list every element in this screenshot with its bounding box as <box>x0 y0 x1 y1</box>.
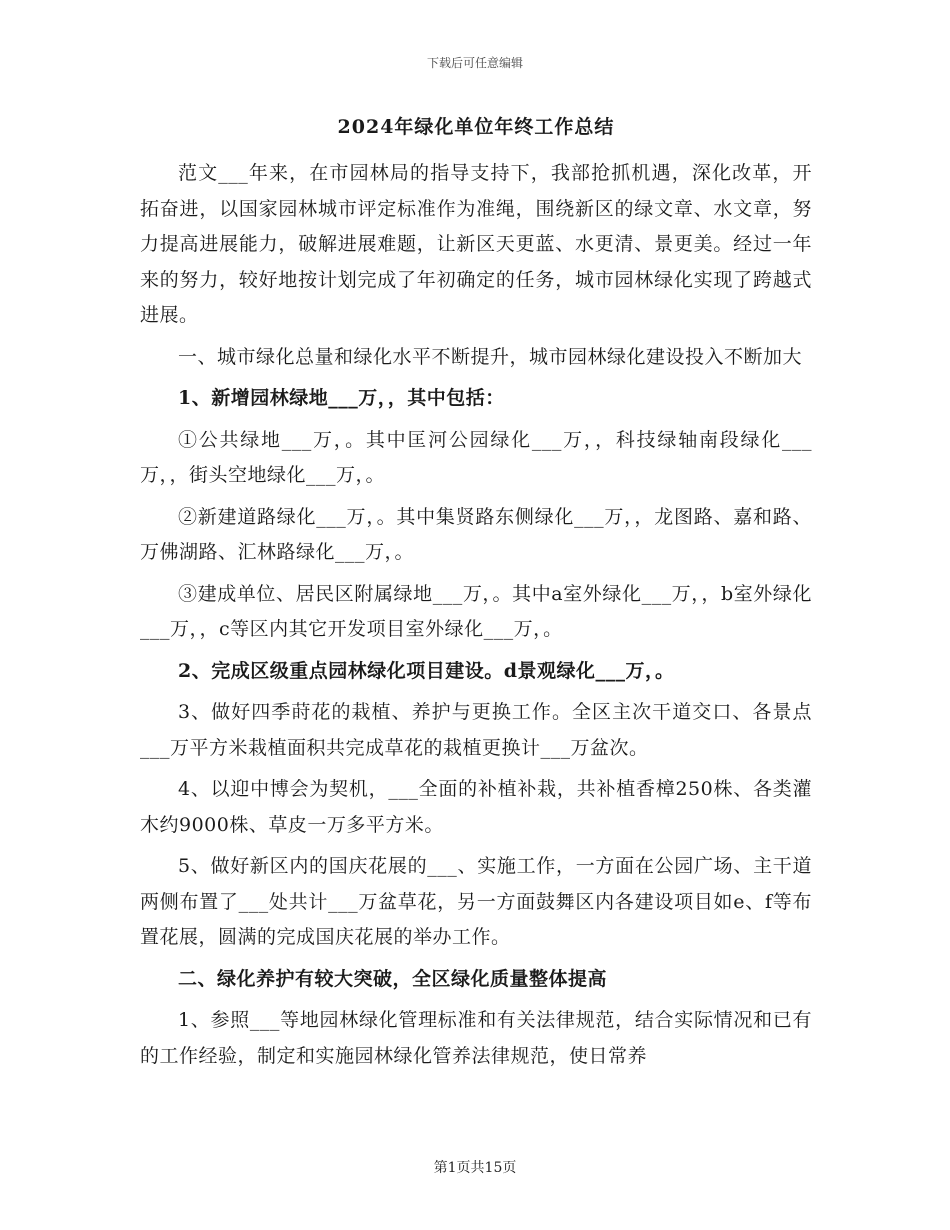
paragraph: ①公共绿地___万，。其中匡河公园绿化___万，，科技绿轴南段绿化___万，，街头空地绿化___万，。 <box>140 428 812 486</box>
paragraph: 1、参照___等地园林绿化管理标准和有关法律规范，结合实际情况和已有的工作经验，制定和实施园林绿化管养法律规范，使日常养 <box>140 1009 812 1067</box>
paragraph: 5、做好新区内的国庆花展的___、实施工作，一方面在公园广场、主干道两侧布置了___处共计___万盆草花，另一方面鼓舞区内各建设项目如e、f等布置花展，圆满的完成国庆花展的举办工作。 <box>140 855 812 948</box>
paragraph-list <box>140 156 812 1074</box>
header-note: 下载后可任意编辑 <box>426 56 523 70</box>
document-body <box>140 110 812 1074</box>
paragraph: ③建成单位、居民区附属绿地___万，。其中a室外绿化___万，，b室外绿化___万，，c等区内其它开发项目室外绿化___万，。 <box>140 582 812 640</box>
paragraph: 一、城市绿化总量和绿化水平不断提升，城市园林绿化建设投入不断加大 <box>178 345 803 368</box>
page-footer: 第1页共15页 <box>433 1160 517 1176</box>
paragraph: 3、做好四季莳花的栽植、养护与更换工作。全区主次干道交口、各景点___万平方米栽植面积共完成草花的栽植更换计___万盆次。 <box>140 701 812 759</box>
paragraph: 4、以迎中博会为契机，___全面的补植补栽，共补植香樟250株、各类灌木约9000株、草皮一万多平方米。 <box>140 778 812 836</box>
paragraph: 二、绿化养护有较大突破，全区绿化质量整体提高 <box>178 967 608 990</box>
paragraph: ②新建道路绿化___万，。其中集贤路东侧绿化___万，，龙图路、嘉和路、万佛湖路、汇林路绿化___万，。 <box>140 505 812 563</box>
paragraph: 范文___年来，在市园林局的指导支持下，我部抢抓机遇，深化改革，开拓奋进，以国家园林城市评定标准作为准绳，围绕新区的绿文章、水文章，努力提高进展能力，破解进展难题，让新区天更蓝、水更清、景更美。经过一年来的努力，较好地按计划完成了年初确定的任务，城市园林绿化实现了跨越式进展。 <box>140 162 812 326</box>
paragraph: 2、完成区级重点园林绿化项目建设。d景观绿化___万，。 <box>178 659 675 682</box>
paragraph: 1、新增园林绿地___万，，其中包括： <box>178 387 505 409</box>
document-title: 2024年绿化单位年终工作总结 <box>337 116 615 138</box>
